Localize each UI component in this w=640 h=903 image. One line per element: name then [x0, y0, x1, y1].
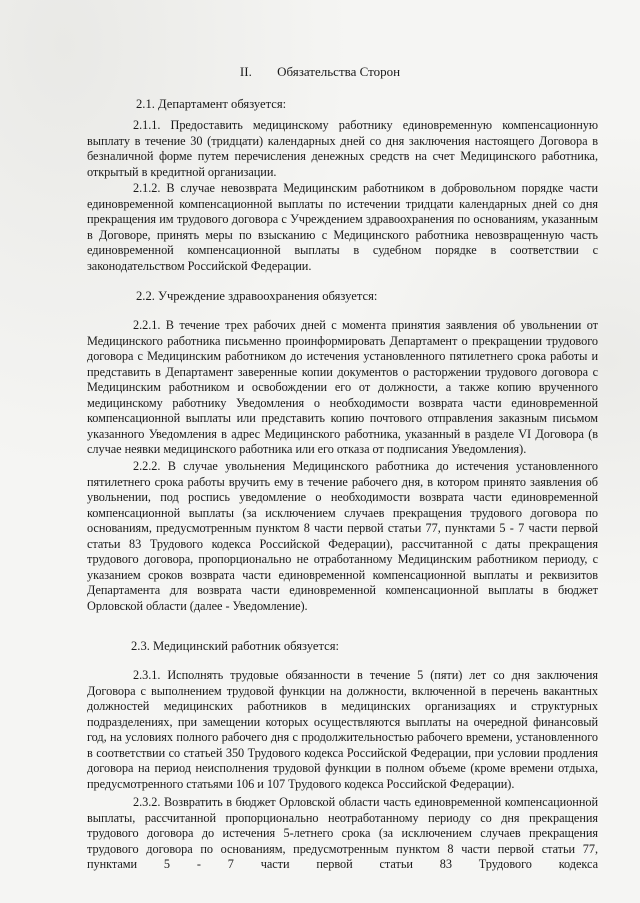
- paragraph-2-1-2: 2.1.2. В случае невозврата Медицинским работником в добровольном порядке части единовременной компенсационной выплаты по истечении тридцати календарных дней со дня прекращения им трудового договора с Учреждением здравоохранения по основаниям, указанным в Договоре, принять меры по взысканию с Медицинского работника невозвращенную часть единовременной компенсационной выплаты в судебном порядке в соответствии с законодательством Российской Федерации.: [87, 181, 598, 273]
- section-number: II.: [239, 64, 252, 79]
- section-title: Обязательства Сторон: [277, 64, 401, 79]
- subsection-2-3-heading: 2.3. Медицинский работник обязуется:: [131, 639, 340, 653]
- paragraph-2-1-1: 2.1.1. Предоставить медицинскому работнику единовременную компенсационную выплату в течение 30 (тридцати) календарных дней со дня заключения настоящего Договора в безналичной форме путем перечисления денежных средств на счет Медицинского работника, открытый в кредитной организации.: [87, 118, 598, 179]
- section-heading: [0, 64, 640, 80]
- paragraph-2-3-1: 2.3.1. Исполнять трудовые обязанности в течение 5 (пяти) лет со дня заключения Договора с выполнением трудовой функции на должности, включенной в перечень вакантных должностей медицинских работников в медицинских организациях и структурных подразделениях, при замещении которых осуществляются выплаты на очередной финансовый год, на условиях полного рабочего дня с продолжительностью рабочего времени, установленного в соответствии со статьей 350 Трудового кодекса Российской Федерации, при условии продления договора на период неисполнения трудовой функции в полном объеме (кроме времени отдыха, предусмотренного статьями 106 и 107 Трудового кодекса Российской Федерации).: [87, 668, 598, 791]
- subsection-2-1-heading: 2.1. Департамент обязуется:: [136, 97, 287, 111]
- paragraph-2-2-2: 2.2.2. В случае увольнения Медицинского работника до истечения установленного пятилетнего срока работы вручить ему в течение рабочего дня, в котором принято заявления об увольнении, под роспись уведомление о необходимости возврата части единовременной компенсационной выплаты (за исключением случаев прекращения трудового договора по основаниям, предусмотренным пунктом 8 части первой статьи 77, пунктами 5 - 7 части первой статьи 83 Трудового кодекса Российской Федерации), рассчитанной с даты прекращения трудового договора, пропорционально не отработанному Медицинским работником периоду, с указанием сроков возврата части единовременной компенсационной выплаты и реквизитов Департамента для возврата части единовременной компенсационной выплаты в бюджет Орловской области (далее - Уведомление).: [87, 459, 598, 613]
- paragraph-2-3-2: 2.3.2. Возвратить в бюджет Орловской области часть единовременной компенсационной выплаты, рассчитанной пропорционально неотработанному периоду со дня прекращения трудового договора до истечения 5-летнего срока (за исключением случаев прекращения трудового договора по основаниям, предусмотренным пунктом 8 части первой статьи 77, пунктами 5 - 7 части первой статьи 83 Трудового кодекса: [87, 795, 598, 872]
- subsection-2-2-heading: 2.2. Учреждение здравоохранения обязуется:: [136, 289, 378, 303]
- paragraph-2-2-1: 2.2.1. В течение трех рабочих дней с момента принятия заявления об увольнении от Медицинского работника письменно проинформировать Департамент о прекращении трудового договора с Медицинским работником до истечения установленного пятилетнего срока работы и представить в Департамент заверенные копии документов о расторжении трудового договора с Медицинским работником и освобождении его от должности, а также копию врученного медицинскому работнику Уведомления о необходимости возврата части единовременной компенсационной выплаты или представить копию почтового отправления заказным письмом указанного Уведомления в адрес Медицинского работника, указанный в разделе VI Договора (в случае неявки медицинского работника или его отказа от подписания Уведомления).: [87, 318, 598, 457]
